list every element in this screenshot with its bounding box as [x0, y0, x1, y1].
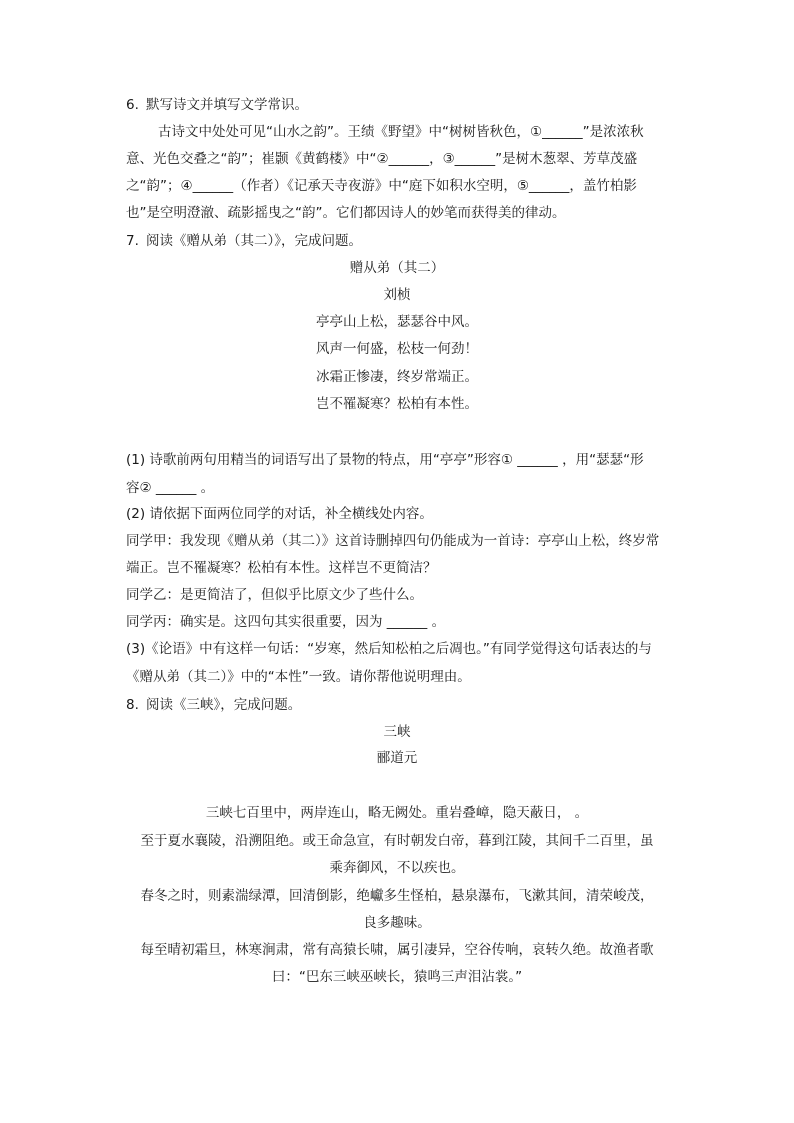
- q8-heading: [126, 695, 301, 715]
- q7-number: 7.: [126, 233, 139, 249]
- q6-line-4: 也”是空明澄澈、疏影摇曳之“韵”。它们都因诗人的妙笔而获得美的律动。: [126, 205, 566, 221]
- q8-title: 阅读《三峡》，完成问题。: [146, 697, 302, 713]
- q8-para-4b: 曰：“巴东三峡巫峡长，猿鸣三声泪沾裳。”: [271, 969, 523, 985]
- q6-line-3: 之“韵”；④______（作者）《记承天寺夜游》中“庭下如积水空明，⑤______，盖竹柏影: [126, 178, 637, 194]
- q7-heading: [126, 231, 362, 251]
- q7-title: 阅读《赠从弟（其二）》，完成问题。: [146, 233, 362, 249]
- q8-para-3b: 良多趣味。: [363, 915, 431, 931]
- q7-poem-title: 赠从弟（其二）: [349, 260, 445, 276]
- q8-text-author: 郦道元: [376, 750, 418, 766]
- q7-poem-author: 刘桢: [383, 287, 411, 303]
- q7-poem-line-2: 风声一何盛，松枝一何劲！: [316, 341, 478, 357]
- q6-line-1: 古诗文中处处可见“山水之韵”。王绩《野望》中“树树皆秋色，①______”是浓浓秋: [158, 124, 644, 140]
- q7-poem-line-3: 冰霜正惨凄，终岁常端正。: [316, 369, 478, 385]
- q6-title: 默写诗文并填写文学常识。: [146, 97, 308, 113]
- q6-line-2: 意、光色交叠之“韵”；崔颢《黄鹤楼》中“②______，③______”是树木葱翠、芳草茂盛: [126, 151, 638, 167]
- q7-sub-1a: (1) 诗歌前两句用精当的词语写出了景物的特点，用“亭亭”形容① ______ ，用“瑟瑟“形: [126, 452, 644, 468]
- q6-number: 6.: [126, 97, 139, 113]
- q8-para-4a: 每至晴初霜旦，林寒涧肃，常有高猿长啸，属引凄异，空谷传响，哀转久绝。故渔者歌: [140, 942, 654, 958]
- q7-sub-3b: 《赠从弟（其二）》中的“本性”一致。请你帮他说明理由。: [126, 669, 471, 685]
- q8-text-title: 三峡: [383, 724, 411, 740]
- q7-poem-line-1: 亭亭山上松，瑟瑟谷中风。: [316, 314, 478, 330]
- q6-heading: [126, 95, 308, 115]
- q8-para-3a: 春冬之时，则素湍绿潭，回清倒影，绝巘多生怪柏，悬泉瀑布，飞漱其间，清荣峻茂，: [140, 888, 654, 904]
- q7-sub-3a: (3)《论语》中有这样一句话：“岁寒，然后知松柏之后凋也。”有同学觉得这句话表达的与: [126, 641, 652, 657]
- q7-dialogue-a2: 端正。岂不罹凝寒？松柏有本性。这样岂不更简洁？: [126, 560, 437, 576]
- q8-para-1: 三峡七百里中，两岸连山，略无阙处。重岩叠嶂，隐天蔽日， 。: [205, 805, 589, 821]
- q8-number: 8.: [126, 697, 139, 713]
- q7-sub-1b: 容② ______ 。: [126, 480, 215, 496]
- q7-dialogue-b: 同学乙：是更简洁了，但似乎比原文少了些什么。: [126, 587, 423, 603]
- q7-poem-line-4: 岂不罹凝寒？松柏有本性。: [316, 396, 478, 412]
- q7-sub-2: (2) 请依据下面两位同学的对话，补全横线处内容。: [126, 506, 433, 522]
- q8-para-2b: 乘奔御风，不以疾也。: [329, 860, 465, 876]
- q7-dialogue-c: 同学丙：确实是。这四句其实很重要，因为 ______ 。: [126, 614, 446, 630]
- q8-para-2a: 至于夏水襄陵，沿溯阻绝。或王命急宣，有时朝发白帝，暮到江陵，其间千二百里，虽: [140, 833, 654, 849]
- q7-dialogue-a1: 同学甲：我发现《赠从弟（其二）》这首诗删掉四句仍能成为一首诗：亭亭山上松，终岁常: [126, 533, 660, 549]
